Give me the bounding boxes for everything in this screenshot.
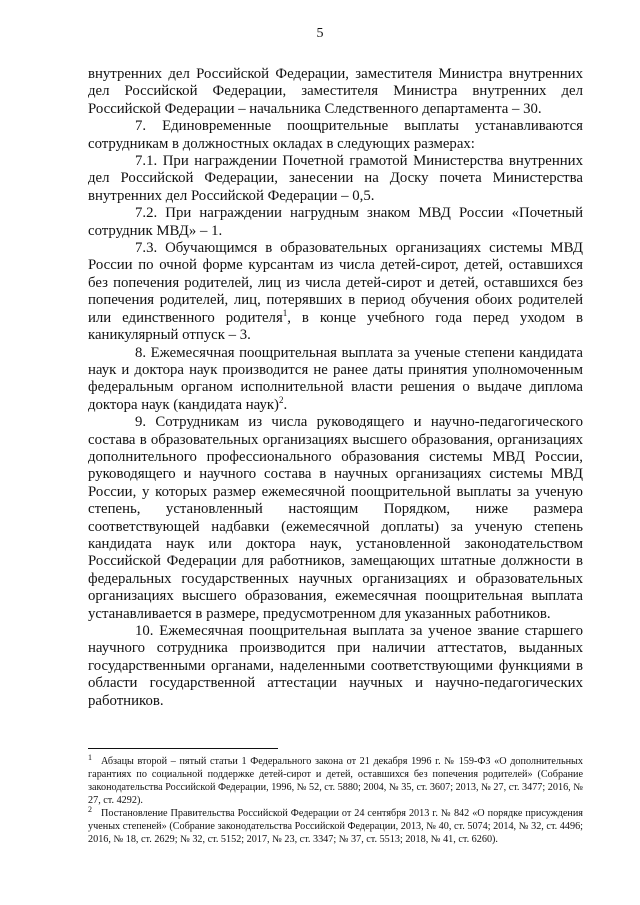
footnote-1-mark: 1 xyxy=(88,752,92,762)
paragraph-10: 10. Ежемесячная поощрительная выплата за ученое звание старшего научного сотрудника производится при наличии аттестатов, выданных государственными органами, наделенными соответствующими функциями в области государственной аттестации научных и научно-педагогических работников. xyxy=(88,623,583,709)
footnote-ref-2[interactable]: 2 xyxy=(278,394,284,405)
paragraph-7-3-text: 7.3. Обучающимся в образовательных организациях системы МВД России по очной форме курсантам из числа детей-сирот, детей, оставшихся без попечения родителей, лиц из числа детей-сирот и детей, оставшихся без попечения родителей, лиц, потерявших в период обучения обоих родителей или единственного родителя xyxy=(88,240,583,326)
paragraph-8-text: 8. Ежемесячная поощрительная выплата за ученые степени кандидата наук и доктора наук производится не ранее даты принятия уполномоченным федеральным органом исполнительной власти решения о выдаче диплома доктора наук (кандидата наук) xyxy=(88,344,583,413)
footnote-1-text: Абзацы второй – пятый статьи 1 Федерального закона от 21 декабря 1996 г. № 159-ФЗ «О дополнительных гарантиях по социальной поддержке детей-сирот и детей, оставшихся без попечения родителей» (Собрание законодательства Российской Федерации, 1996, № 52, ст. 5880; 2004, № 35, ст. 3607; 2013, № 27, ст. 3477; 2016, № 27, ст. 4292). xyxy=(88,756,583,806)
paragraph-7-3-tail: , в конце учебного года перед уходом в каникулярный отпуск – 3. xyxy=(88,309,583,344)
footnote-divider xyxy=(88,748,278,749)
paragraph-7: 7. Единовременные поощрительные выплаты устанавливаются сотрудникам в должностных окладах в следующих размерах: xyxy=(88,118,583,152)
paragraph-9: 9. Сотрудникам из числа руководящего и научно-педагогического состава в образовательных организациях высшего образования, организациях дополнительного профессионального образования системы МВД России, руководящего и научного состава в научных организациях системы МВД России, у которых размер ежемесячной поощрительной выплаты за ученую степень, установленный настоящим Порядком, ниже размера соответствующей надбавки (ежемесячной доплаты) за ученую степень кандидата наук или доктора наук, установленной законодательством Российской Федерации для работников, замещающих штатные должности в федеральных государственных научных организациях и образовательных организациях высшего образования, ежемесячная поощрительная выплата устанавливается в размере, предусмотренном для указанных работников. xyxy=(88,414,583,622)
document-body xyxy=(88,66,583,710)
paragraph-8-tail: . xyxy=(283,396,288,413)
footnote-2 xyxy=(88,804,583,846)
page-number: 5 xyxy=(316,26,324,41)
footnotes-section xyxy=(88,748,583,846)
footnote-2-mark: 2 xyxy=(88,804,92,814)
paragraph-8 xyxy=(88,345,583,415)
footnote-ref-1[interactable]: 1 xyxy=(282,307,288,318)
footnote-1 xyxy=(88,752,583,807)
paragraph-7-3 xyxy=(88,240,583,344)
paragraph-7-2: 7.2. При награждении нагрудным знаком МВД России «Почетный сотрудник МВД» – 1. xyxy=(88,205,583,239)
footnote-2-text: Постановление Правительства Российской Федерации от 24 сентября 2013 г. № 842 «О порядке присуждения ученых степеней» (Собрание законодательства Российской Федерации, 2013, № 40, ст. 5074; 2014, № 32, ст. 4496; 2016, № 18, ст. 2629; № 32, ст. 5152; 2017, № 23, ст. 3347; № 37, ст. 5513; 2018, № 41, ст. 6260). xyxy=(88,808,583,845)
paragraph-7-1: 7.1. При награждении Почетной грамотой Министерства внутренних дел Российской Федерации, занесении на Доску почета Министерства внутренних дел Российской Федерации – 0,5. xyxy=(88,153,583,204)
paragraph-continuation: внутренних дел Российской Федерации, заместителя Министра внутренних дел Российской Федерации, заместителя Министра внутренних дел Российской Федерации – начальника Следственного департамента – 30. xyxy=(88,66,583,117)
